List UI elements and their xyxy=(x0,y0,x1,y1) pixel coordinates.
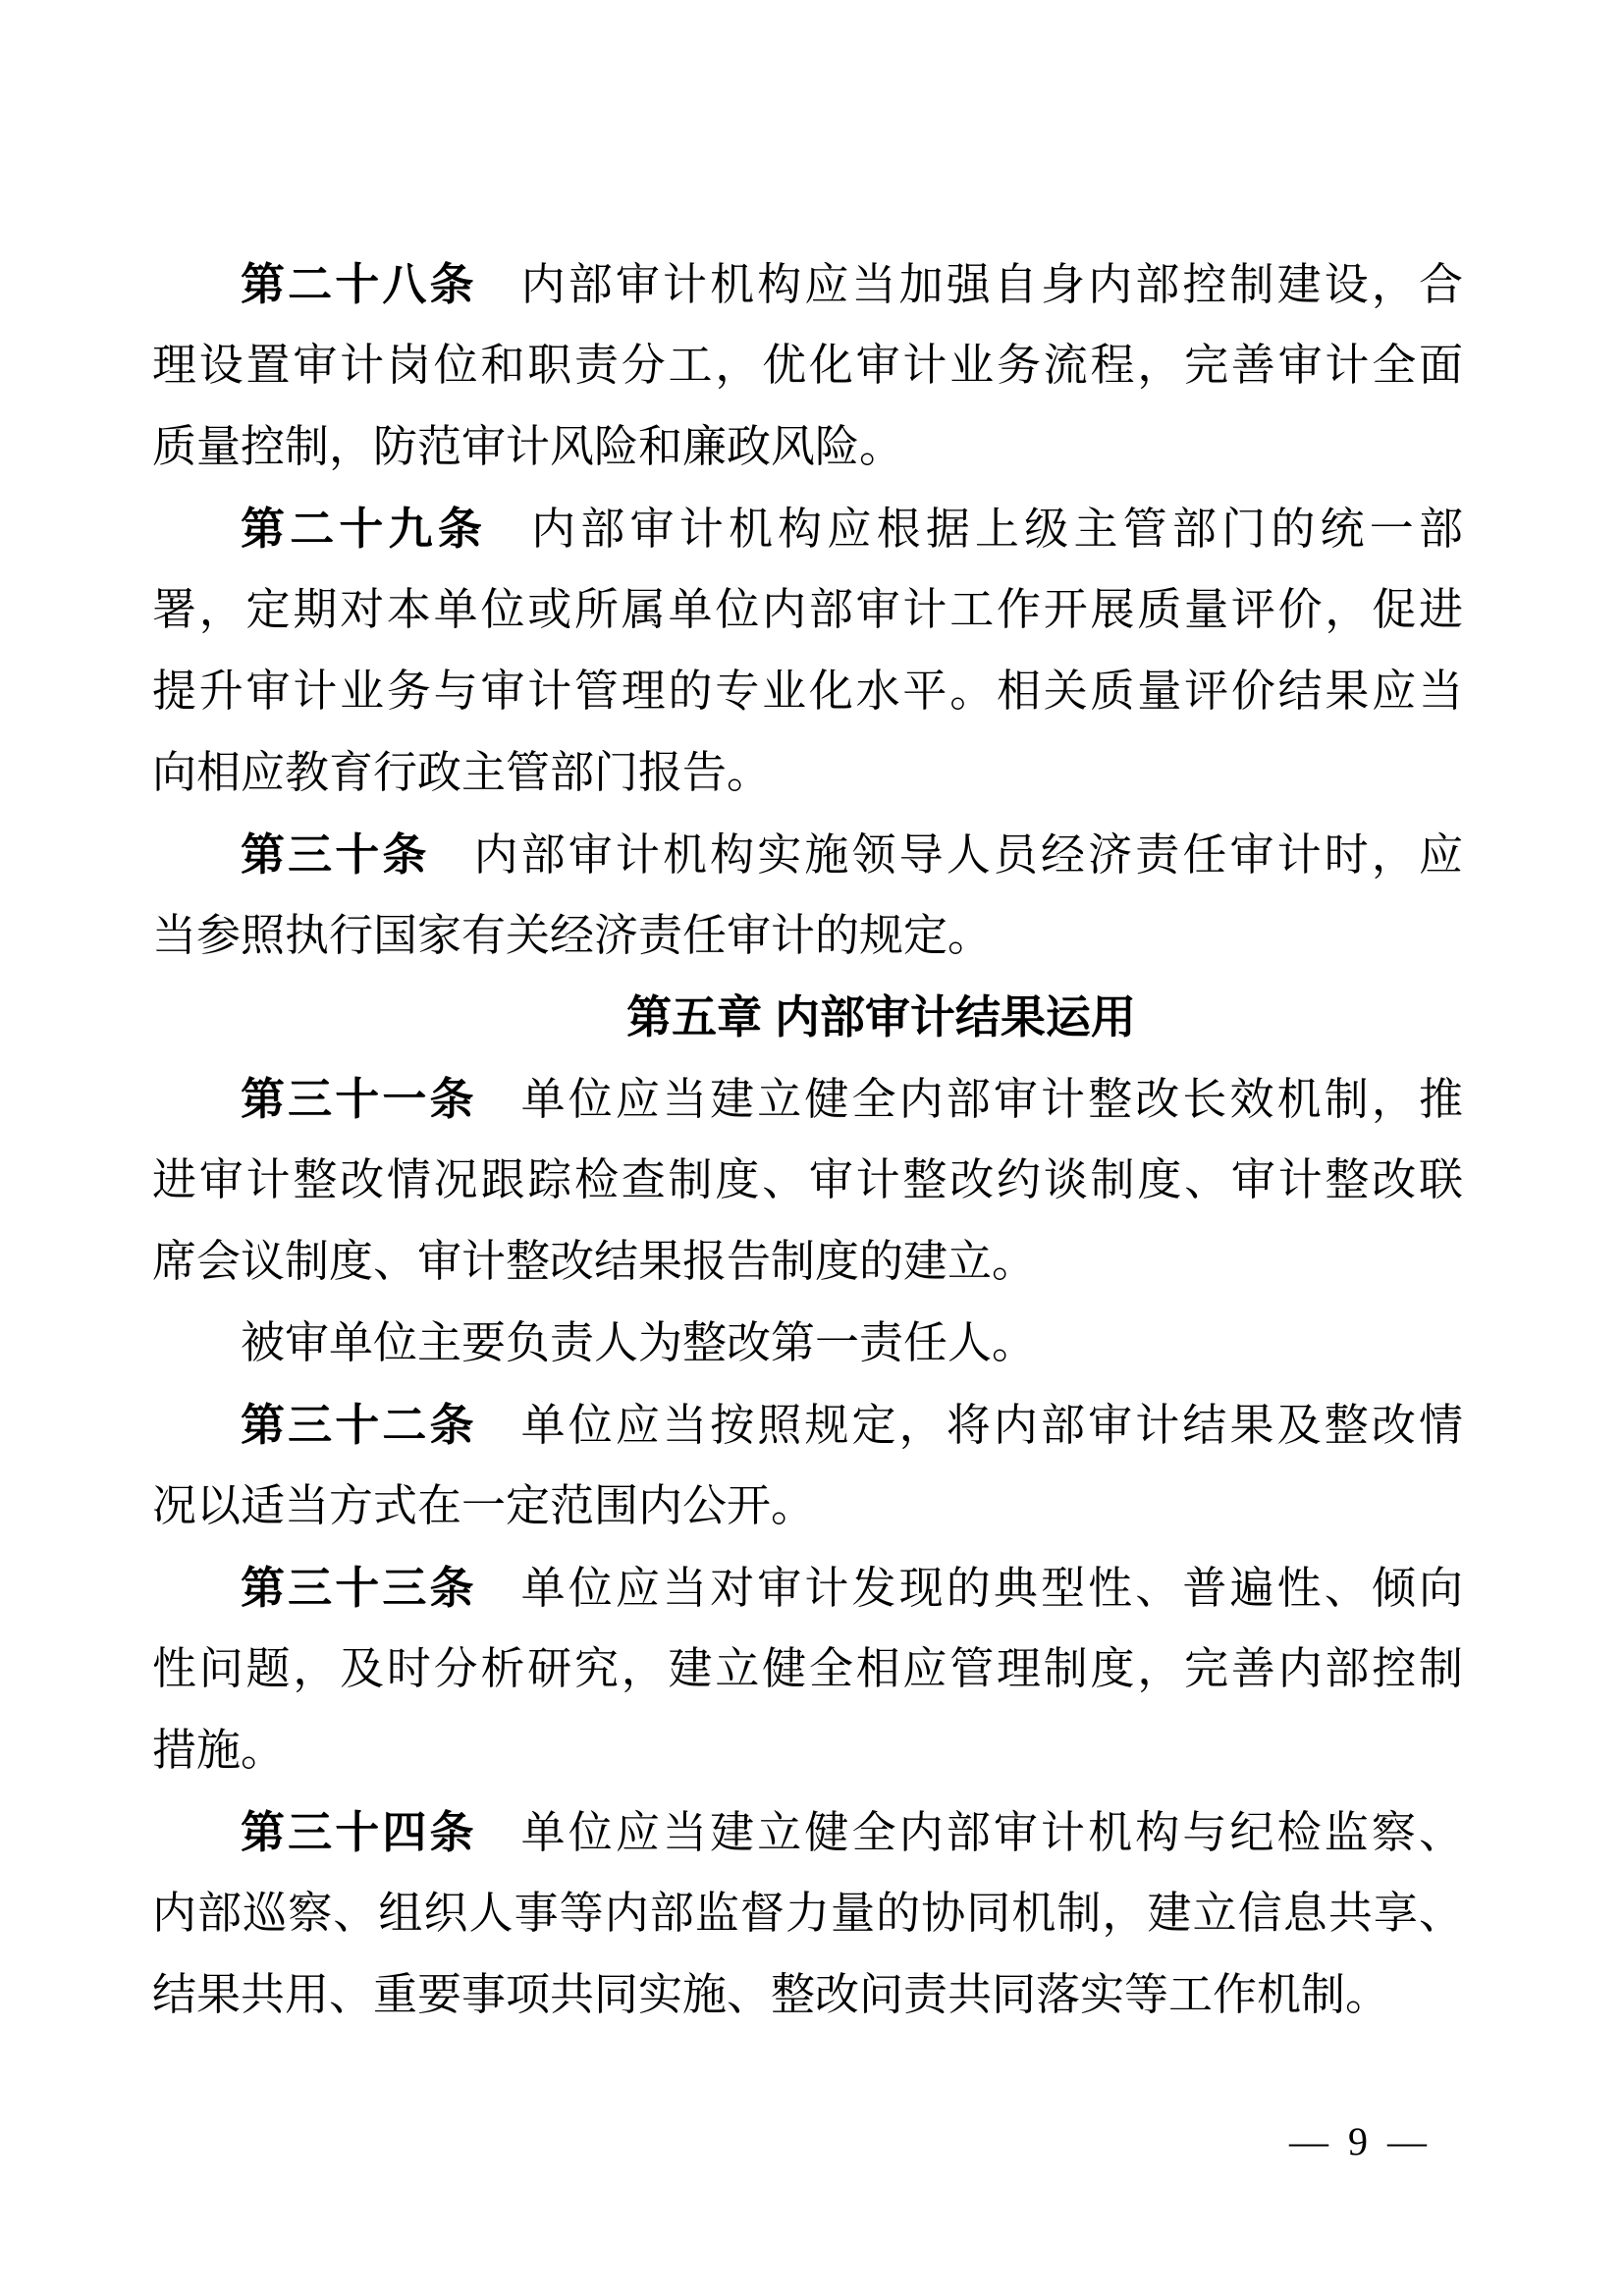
article-34-number: 第三十四条 xyxy=(241,1807,477,1857)
article-32-text-1: 单位应当按照规定，将内部审计结果及整改情 xyxy=(520,1401,1463,1450)
article-32-line-1 xyxy=(152,1384,1463,1466)
article-30-number: 第三十条 xyxy=(241,829,430,880)
article-29-line-2: 署，定期对本单位或所属单位内部审计工作开展质量评价，促进 xyxy=(152,585,1463,634)
article-34-text-1: 单位应当建立健全内部审计机构与纪检监察、 xyxy=(520,1808,1463,1857)
article-34-line-1 xyxy=(152,1791,1463,1873)
article-30-text-1: 内部审计机构实施领导人员经济责任审计时，应 xyxy=(473,830,1463,880)
article-28-number: 第二十八条 xyxy=(241,259,477,309)
article-29-text-1: 内部审计机构应根据上级主管部门的统一部 xyxy=(531,505,1463,554)
article-29-line-4: 向相应教育行政主管部门报告。 xyxy=(152,748,772,797)
article-31-line-3: 席会议制度、审计整改结果报告制度的建立。 xyxy=(152,1237,1037,1286)
article-28-line-2: 理设置审计岗位和职责分工，优化审计业务流程，完善审计全面 xyxy=(152,341,1463,390)
page-number: — 9 — xyxy=(1289,2119,1427,2163)
article-31-text-1: 单位应当建立健全内部审计整改长效机制，推 xyxy=(520,1075,1463,1124)
article-29-number: 第二十九条 xyxy=(241,504,488,554)
article-31-number: 第三十一条 xyxy=(241,1074,477,1124)
article-33-line-1 xyxy=(152,1547,1463,1629)
article-28-line-1 xyxy=(152,243,1463,325)
article-33-text-1: 单位应当对审计发现的典型性、普遍性、倾向 xyxy=(520,1564,1463,1613)
article-33-number: 第三十三条 xyxy=(241,1563,477,1613)
article-32-line-2: 况以适当方式在一定范围内公开。 xyxy=(152,1481,816,1530)
article-30-line-2: 当参照执行国家有关经济责任审计的规定。 xyxy=(152,911,993,960)
article-34-line-2: 内部巡察、组织人事等内部监督力量的协同机制，建立信息共享、 xyxy=(152,1889,1463,1938)
article-28-line-3: 质量控制，防范审计风险和廉政风险。 xyxy=(152,422,904,471)
article-29-line-1 xyxy=(152,488,1463,569)
article-32-number: 第三十二条 xyxy=(241,1400,477,1450)
article-30-line-1 xyxy=(152,814,1463,895)
article-28-text-1: 内部审计机构应当加强自身内部控制建设，合 xyxy=(520,260,1463,309)
article-31-line-2: 进审计整改情况跟踪检查制度、审计整改约谈制度、审计整改联 xyxy=(152,1155,1463,1204)
article-29-line-3: 提升审计业务与审计管理的专业化水平。相关质量评价结果应当 xyxy=(152,667,1463,716)
article-33-line-2: 性问题，及时分析研究，建立健全相应管理制度，完善内部控制 xyxy=(152,1644,1463,1693)
article-33-line-3: 措施。 xyxy=(152,1726,286,1775)
chapter-5-heading: 第五章 内部审计结果运用 xyxy=(626,991,1136,1042)
article-34-line-3: 结果共用、重要事项共同实施、整改问责共同落实等工作机制。 xyxy=(152,1970,1390,2019)
article-31-line-4: 被审单位主要负责人为整改第一责任人。 xyxy=(241,1318,1037,1367)
article-31-line-1 xyxy=(152,1058,1463,1140)
